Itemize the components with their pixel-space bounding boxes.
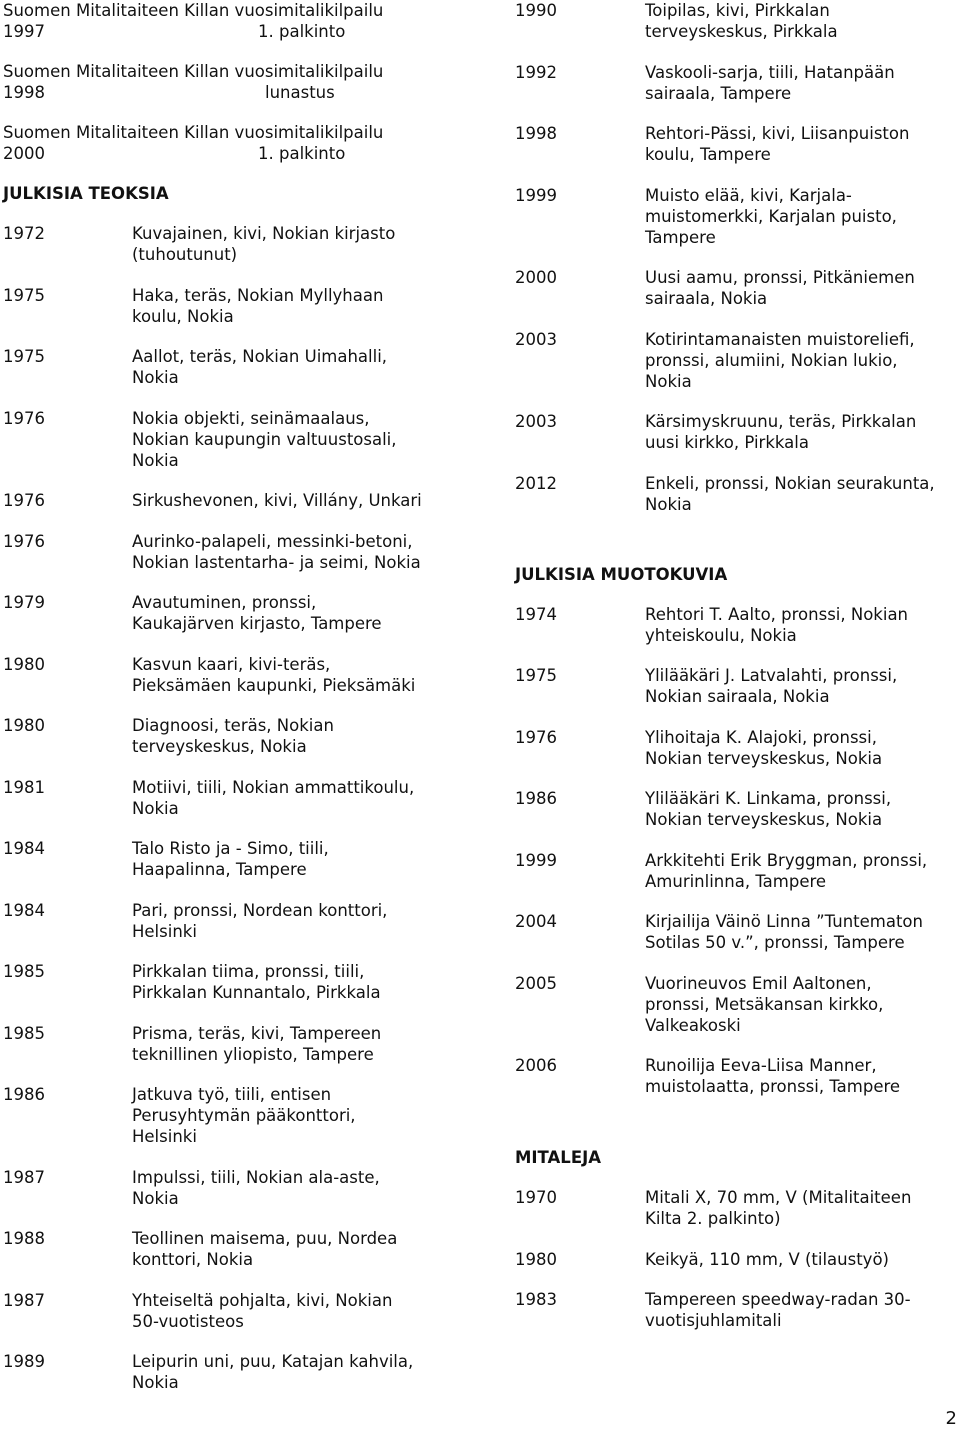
item-description: Aurinko-palapeli, messinki-betoni, Nokian lastentarha- ja seimi, Nokia: [132, 531, 421, 572]
item-description: Ylilääkäri K. Linkama, pronssi, Nokian terveyskeskus, Nokia: [645, 789, 892, 829]
item-description: Arkkitehti Erik Bryggman, pronssi, Amurinlinna, Tampere: [645, 850, 928, 891]
list-item: [515, 788, 960, 830]
section-heading-portraits: JULKISIA MUOTOKUVIA: [515, 564, 728, 584]
item-description: Ylihoitaja K. Alajoki, pronssi, Nokian terveyskeskus, Nokia: [645, 727, 883, 768]
page-number: 2: [945, 1408, 957, 1429]
list-item: [515, 850, 960, 892]
item-description: Vaskooli-sarja, tiili, Hatanpään sairaala, Tampere: [645, 62, 895, 103]
item-year: 2006: [515, 1056, 557, 1075]
list-item: [515, 267, 960, 309]
list-item: [515, 973, 960, 1036]
list-item: [515, 185, 960, 248]
list-item: [515, 411, 960, 453]
item-year: 1990: [515, 1, 557, 20]
item-description: Nokia objekti, seinämaalaus, Nokian kaupungin valtuustosali, Nokia: [132, 408, 397, 470]
list-item: [3, 408, 473, 471]
item-year: 1989: [3, 1352, 45, 1371]
list-item: [3, 223, 473, 265]
list-item: [515, 62, 960, 104]
item-year: 1972: [3, 224, 45, 243]
list-item: [515, 1249, 960, 1270]
item-year: 1975: [515, 666, 557, 685]
award-year: 2000: [3, 144, 45, 163]
list-item: [3, 1228, 473, 1270]
award-year: 1998: [3, 83, 45, 102]
item-description: Impulssi, tiili, Nokian ala-aste, Nokia: [132, 1167, 380, 1208]
list-item: [515, 0, 960, 42]
list-item: [515, 473, 960, 515]
award-year: 1997: [3, 22, 45, 41]
item-description: Kotirintamanaisten muistoreliefi, pronssi, alumiini, Nokian lukio, Nokia: [645, 329, 915, 391]
list-item: [515, 123, 960, 165]
list-item: [3, 1084, 473, 1147]
award-title: Suomen Mitalitaiteen Killan vuosimitalikilpailu: [3, 62, 384, 81]
item-year: 2005: [515, 973, 557, 993]
item-description: Runoilija Eeva-Liisa Manner, muistolaatta, pronssi, Tampere: [645, 1056, 901, 1096]
item-year: 2003: [515, 412, 557, 431]
item-description: Teollinen maisema, puu, Nordea konttori, Nokia: [132, 1229, 398, 1269]
list-item: [3, 1290, 473, 1332]
list-item: [515, 329, 960, 392]
item-year: 1976: [515, 727, 557, 747]
item-description: Kirjailija Väinö Linna ”Tuntematon Sotilas 50 v.”, pronssi, Tampere: [645, 912, 923, 952]
left-column: [3, 0, 473, 1413]
item-description: Haka, teräs, Nokian Myllyhaan koulu, Nokia: [132, 285, 384, 326]
list-item: [3, 592, 473, 634]
item-description: Avautuminen, pronssi, Kaukajärven kirjasto, Tampere: [132, 593, 382, 633]
item-year: 1975: [3, 285, 45, 305]
award-result: lunastus: [265, 83, 335, 102]
item-year: 1999: [515, 185, 557, 205]
item-description: Rehtori T. Aalto, pronssi, Nokian yhteiskoulu, Nokia: [645, 604, 909, 645]
item-description: Toipilas, kivi, Pirkkalan terveyskeskus, Pirkkala: [645, 1, 838, 41]
item-year: 1985: [3, 1023, 45, 1043]
item-year: 2004: [515, 912, 557, 931]
list-item: [3, 900, 473, 942]
item-description: Yhteiseltä pohjalta, kivi, Nokian 50-vuotisteos: [132, 1290, 393, 1331]
item-year: 1984: [3, 839, 45, 858]
item-year: 1980: [515, 1249, 557, 1269]
item-year: 1987: [3, 1167, 45, 1187]
item-description: Pari, pronssi, Nordean konttori, Helsinki: [132, 900, 388, 941]
award-entry: [3, 61, 473, 103]
list-item: [3, 490, 473, 511]
item-description: Diagnoosi, teräs, Nokian terveyskeskus, Nokia: [132, 716, 334, 756]
item-year: 1987: [3, 1290, 45, 1310]
item-year: 1983: [515, 1290, 557, 1309]
list-item: [3, 961, 473, 1003]
item-year: 1976: [3, 531, 45, 551]
item-year: 1974: [515, 604, 557, 624]
item-description: Prisma, teräs, kivi, Tampereen teknillinen yliopisto, Tampere: [132, 1023, 382, 1064]
item-description: Leipurin uni, puu, Katajan kahvila, Nokia: [132, 1352, 414, 1392]
item-year: 1981: [3, 777, 45, 797]
item-description: Vuorineuvos Emil Aaltonen, pronssi, Metsäkansan kirkko, Valkeakoski: [645, 973, 884, 1035]
item-description: Aallot, teräs, Nokian Uimahalli, Nokia: [132, 347, 388, 387]
list-item: [3, 654, 473, 696]
item-year: 1985: [3, 962, 45, 981]
list-item: [515, 1289, 960, 1331]
item-description: Kuvajainen, kivi, Nokian kirjasto (tuhoutunut): [132, 224, 396, 264]
list-item: [3, 285, 473, 327]
list-item: [3, 1167, 473, 1209]
item-description: Mitali X, 70 mm, V (Mitalitaiteen Kilta 2. palkinto): [645, 1188, 912, 1228]
list-item: [3, 777, 473, 819]
item-year: 1984: [3, 900, 45, 920]
item-year: 1980: [3, 716, 45, 735]
item-description: Muisto elää, kivi, Karjala- muistomerkki, Karjalan puisto, Tampere: [645, 185, 897, 247]
list-item: [3, 838, 473, 880]
item-description: Enkeli, pronssi, Nokian seurakunta, Nokia: [645, 473, 935, 514]
item-year: 1976: [3, 408, 45, 428]
award-result: 1. palkinto: [258, 22, 346, 41]
item-year: 1986: [3, 1085, 45, 1104]
list-item: [515, 604, 960, 646]
award-title: Suomen Mitalitaiteen Killan vuosimitalikilpailu: [3, 1, 384, 20]
item-year: 1998: [515, 124, 557, 143]
item-year: 2000: [515, 268, 557, 287]
item-description: Ylilääkäri J. Latvalahti, pronssi, Nokian sairaala, Nokia: [645, 666, 898, 706]
item-year: 1976: [3, 491, 45, 510]
item-year: 1986: [515, 789, 557, 808]
item-year: 1979: [3, 593, 45, 612]
item-description: Rehtori-Pässi, kivi, Liisanpuiston koulu, Tampere: [645, 124, 910, 164]
award-entry: [3, 0, 473, 42]
list-item: [515, 727, 960, 769]
list-item: [3, 531, 473, 573]
list-item: [515, 911, 960, 953]
list-item: [515, 665, 960, 707]
item-description: Motiivi, tiili, Nokian ammattikoulu, Nokia: [132, 777, 415, 818]
item-year: 1975: [3, 347, 45, 366]
award-entry: [3, 122, 473, 164]
item-description: Uusi aamu, pronssi, Pitkäniemen sairaala, Nokia: [645, 268, 915, 308]
list-item: [3, 346, 473, 388]
list-item: [3, 1351, 473, 1393]
list-item: [3, 1023, 473, 1065]
item-description: Talo Risto ja - Simo, tiili, Haapalinna, Tampere: [132, 839, 329, 879]
item-description: Kärsimyskruunu, teräs, Pirkkalan uusi kirkko, Pirkkala: [645, 412, 917, 452]
item-year: 1970: [515, 1188, 557, 1207]
item-description: Sirkushevonen, kivi, Villány, Unkari: [132, 491, 422, 510]
list-item: [3, 715, 473, 757]
item-year: 1988: [3, 1229, 45, 1248]
list-item: [515, 1055, 960, 1097]
right-column: [515, 0, 960, 1351]
item-year: 2012: [515, 473, 557, 493]
item-description: Kasvun kaari, kivi-teräs, Pieksämäen kaupunki, Pieksämäki: [132, 654, 416, 695]
item-year: 1980: [3, 654, 45, 674]
item-year: 1999: [515, 850, 557, 870]
section-heading-medals: MITALEJA: [515, 1148, 601, 1167]
award-title: Suomen Mitalitaiteen Killan vuosimitalikilpailu: [3, 123, 384, 142]
item-description: Jatkuva työ, tiili, entisen Perusyhtymän pääkonttori, Helsinki: [132, 1085, 356, 1146]
item-description: Keikyä, 110 mm, V (tilaustyö): [645, 1249, 889, 1269]
section-heading-public-works: JULKISIA TEOKSIA: [3, 184, 169, 203]
list-item: [515, 1187, 960, 1229]
item-year: 2003: [515, 329, 557, 349]
item-year: 1992: [515, 62, 557, 82]
item-description: Pirkkalan tiima, pronssi, tiili, Pirkkalan Kunnantalo, Pirkkala: [132, 962, 381, 1002]
award-result: 1. palkinto: [258, 144, 346, 163]
item-description: Tampereen speedway-radan 30- vuotisjuhlamitali: [645, 1290, 911, 1330]
